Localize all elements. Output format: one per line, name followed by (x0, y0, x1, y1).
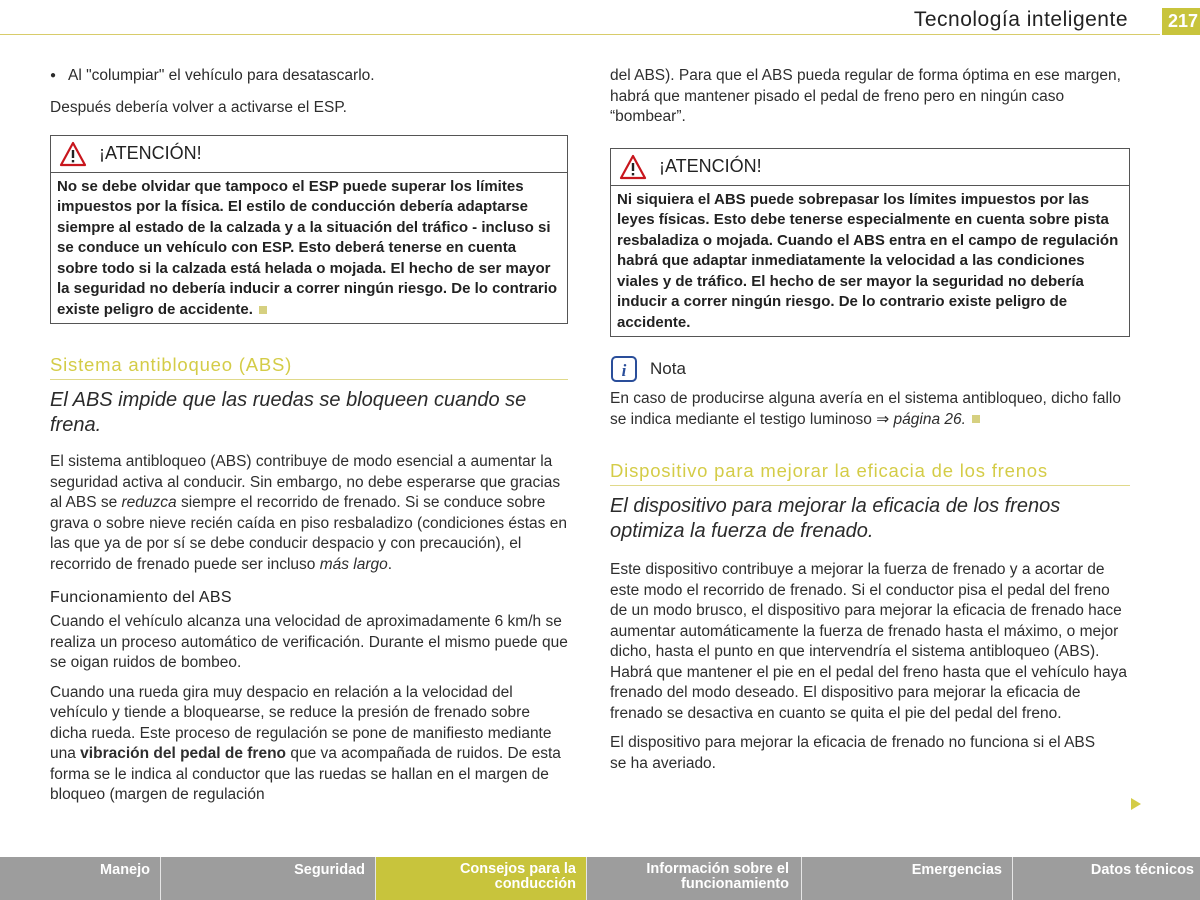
paragraph: Este dispositivo contribuye a mejorar la fuerza de frenado y a acortar de este modo el recorrido de frenado. Si el conductor pisa el pedal del freno de un modo brusco, el dispositivo para mejorar la eficacia de frenado hace aumentar automáticamente la fuerza de frenado hasta el máximo, o mejor dicho, hasta el punto en que intervendría el sistema antibloqueo (ABS). Habrá que mantener el pie en el pedal del freno hasta que el vehículo haya frenado del modo deseado. El dispositivo para mejorar la eficacia de frenado se desactiva en cuanto se quita el pie del pedal del freno. (610, 561, 1128, 722)
section-subtitle: El ABS impide que las ruedas se bloqueen cuando se frena. (50, 389, 527, 436)
text-run: siempre el recorrido de frenado. Si se conduce sobre grava o sobre nieve recién caída en piso resbaladizo (condiciones éstas en las que ya de por sí se debe conducir despacio y con precaución), el recorrido de frenado puede ser incluso (50, 494, 567, 573)
warning-text-wrap (51, 173, 567, 324)
tab-datos-tecnicos[interactable]: Datos técnicos (1090, 862, 1194, 878)
tab-consejos-conduccion[interactable]: Consejos para la conducción (376, 857, 586, 900)
tab-seguridad[interactable]: Seguridad (294, 862, 365, 878)
warning-triangle-icon (59, 141, 87, 167)
warning-text: Ni siquiera el ABS puede sobrepasar los límites impuestos por las leyes físicas. Esto debe tenerse especialmente en cuenta sobre pista resbaladiza o mojada. Cuando el ABS entra en el campo de regulación habrá que adaptar inmediatamente la velocidad a las condiciones viales y de tráfico. El hecho de ser mayor la seguridad no debería inducir a correr ningún riesgo. De lo contrario existe peligro de accidente. (617, 190, 1119, 331)
emphasis-text: reduzca (121, 494, 177, 511)
paragraph: del ABS). Para que el ABS pueda regular de forma óptima en ese margen, habrá que mantener pisado el pedal de freno pero en ningún caso “bombear”. (610, 67, 1121, 125)
subheading: Funcionamiento del ABS (50, 589, 232, 606)
svg-text:i: i (621, 361, 627, 380)
text-run: En caso de producirse alguna avería en el sistema antibloqueo, dicho fallo se indica mediante el testigo luminoso (610, 390, 1121, 428)
info-icon (610, 355, 638, 383)
warning-box (50, 135, 568, 325)
text-run: que va acompañada de ruidos. De esta forma se le indica al conductor que las ruedas se hallan en el margen de bloqueo (margen de regulación (50, 745, 561, 803)
note-text (610, 389, 1130, 430)
warning-text: No se debe olvidar que tampoco el ESP puede superar los límites impuestos por la física. El estilo de conducción debería adaptarse siempre al estado de la calzada y a la situación del tráfico - incluso si se conduce un vehículo con ESP. Esto deberá tenerse en cuenta sobre todo si la calzada está helada o mojada. El hecho de ser mayor la seguridad no debería inducir a correr ningún riesgo. De lo contrario existe peligro de accidente. (57, 177, 558, 318)
text-run: . (387, 555, 393, 573)
tab-informacion-funcionamiento[interactable]: Información sobre el funcionamiento (646, 861, 789, 892)
paragraph (50, 452, 568, 575)
warning-box (610, 148, 1130, 338)
note-title: Nota (650, 359, 686, 378)
right-column (610, 60, 1130, 774)
arrow-icon: ⇒ (876, 410, 890, 428)
warning-header (51, 136, 567, 173)
bullet-item: ● Al "columpiar" el vehículo para desatascarlo. (50, 66, 568, 88)
end-marker-icon (972, 415, 980, 423)
section-subtitle: El dispositivo para mejorar la eficacia de los frenos optimiza la fuerza de frenado. (610, 495, 1061, 542)
warning-title: ¡ATENCIÓN! (99, 143, 202, 163)
header-rule (0, 34, 1160, 35)
bold-text: vibración del pedal de freno (80, 745, 287, 762)
note-header (610, 355, 1130, 383)
emphasis-text: más largo (319, 555, 388, 573)
text-run: El sistema antibloqueo (ABS) contribuye de modo esencial a aumentar la seguridad activa al conducir. Sin embargo, no debe esperarse que gracias al ABS se (50, 453, 561, 511)
warning-triangle-icon (619, 154, 647, 180)
paragraph: El dispositivo para mejorar la eficacia de frenado no funciona si el ABS se ha averiado. (610, 734, 1096, 772)
page-reference-link[interactable]: página 26. (893, 410, 966, 428)
paragraph (50, 683, 568, 806)
section-title: Dispositivo para mejorar la eficacia de los frenos (610, 460, 1130, 486)
continue-arrow-icon (1130, 797, 1142, 811)
page-number: 217 (1162, 8, 1200, 35)
tab-manejo[interactable]: Manejo (100, 862, 150, 878)
section-title: Sistema antibloqueo (ABS) (50, 354, 568, 380)
warning-header (611, 149, 1129, 186)
left-column (50, 60, 568, 806)
end-marker-icon (259, 306, 267, 314)
text-run: Cuando una rueda gira muy despacio en relación a la velocidad del vehículo y tiende a bloquearse, se reduce la presión de frenado sobre dicha rueda. Este proceso de regulación se pone de manifiesto mediante una (50, 683, 552, 762)
warning-title: ¡ATENCIÓN! (659, 156, 762, 176)
paragraph: Cuando el vehículo alcanza una velocidad de aproximadamente 6 km/h se realiza un proceso automático de verificación. Durante el mismo puede que se oigan ruidos de bombeo. (50, 613, 568, 671)
tab-emergencias[interactable]: Emergencias (911, 862, 1002, 878)
page-header-title: Tecnología inteligente (913, 8, 1128, 31)
paragraph: Después debería volver a activarse el ESP. (50, 99, 347, 116)
